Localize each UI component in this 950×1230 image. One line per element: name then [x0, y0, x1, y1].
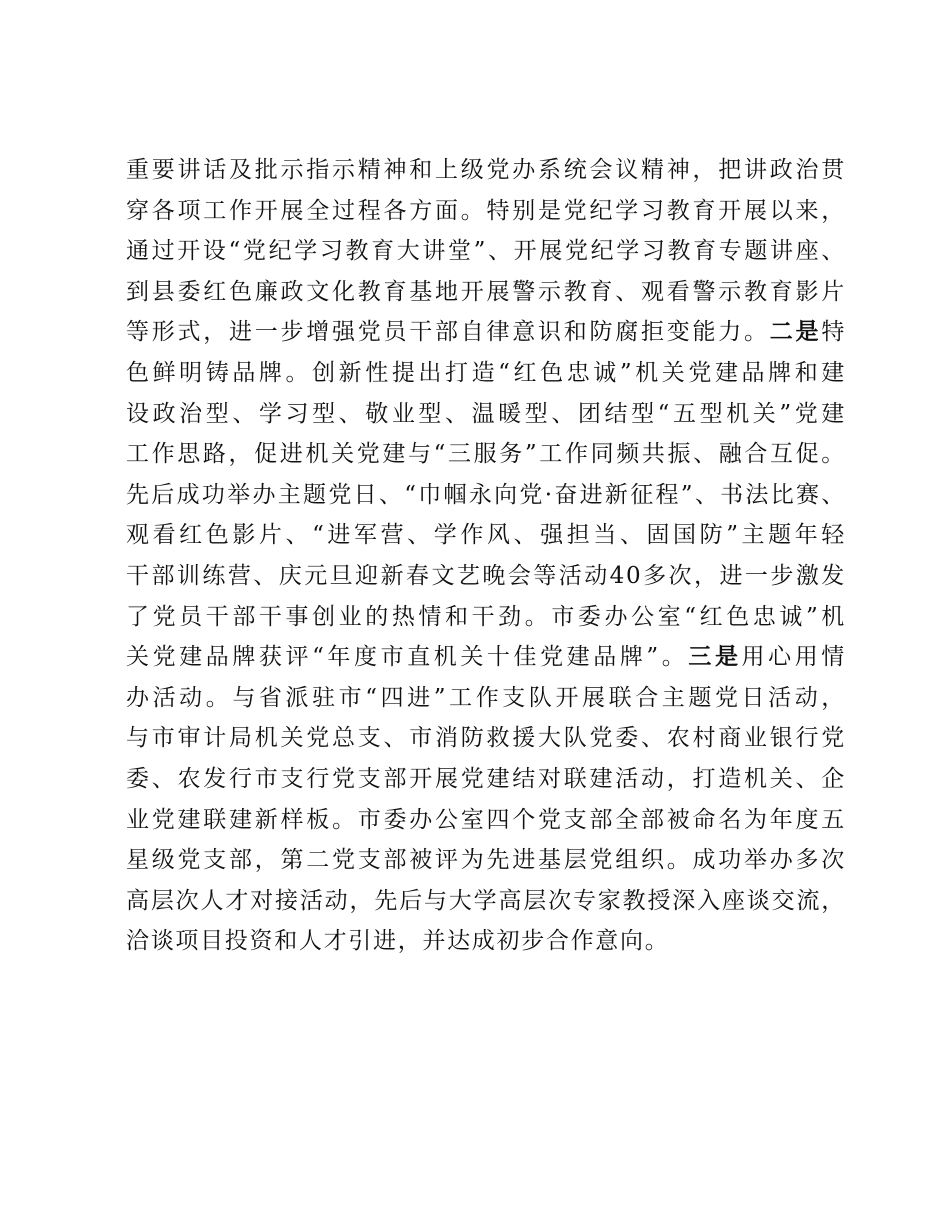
text-line-8: 工作思路，促进机关党建与“三服务”工作同频共振、融合互促。 — [126, 441, 846, 468]
text-line-12: 了党员干部干事创业的热情和干劲。市委办公室“红色忠诚”机 — [126, 603, 846, 630]
text-line-16: 委、农发行市支行党支部开展党建结对联建活动，打造机关、企 — [126, 765, 846, 792]
text-line-19: 高层次人才对接活动，先后与大学高层次专家教授深入座谈交流， — [126, 887, 846, 914]
text-line-6: 色鲜明铸品牌。创新性提出打造“红色忠诚”机关党建品牌和建 — [126, 359, 846, 386]
text-line-1: 重要讲话及批示指示精神和上级党办系统会议精神，把讲政治贯 — [126, 157, 846, 183]
text-line-5: 等形式，进一步增强党员干部自律意识和防腐拒变能力。二是特 — [126, 318, 847, 346]
text-line-9: 先后成功举办主题党日、“巾帼永向党·奋进新征程”、书法比赛、 — [126, 481, 846, 508]
text-line-3: 通过开设“党纪学习教育大讲堂”、开展党纪学习教育专题讲座、 — [126, 238, 846, 265]
text-line-18: 星级党支部，第二党支部被评为先进基层党组织。成功举办多次 — [126, 847, 846, 874]
text-line-20: 洽谈项目投资和人才引进，并达成初步合作意向。 — [126, 928, 670, 955]
text-line-7: 设政治型、学习型、敬业型、温暖型、团结型“五型机关”党建 — [126, 400, 846, 427]
text-line-14: 办活动。与省派驻市“四进”工作支队开展联合主题党日活动， — [126, 684, 846, 711]
body-paragraph — [126, 150, 846, 962]
text-line-15: 与市审计局机关党总支、市消防救援大队党委、农村商业银行党 — [126, 725, 846, 752]
text-line-17: 业党建联建新样板。市委办公室四个党支部全部被命名为年度五 — [126, 806, 846, 833]
text-line-4: 到县委红色廉政文化教育基地开展警示教育、观看警示教育影片 — [126, 278, 846, 305]
text-line-13: 关党建品牌获评“年度市直机关十佳党建品牌”。三是用心用情 — [126, 643, 846, 671]
text-line-2: 穿各项工作开展全过程各方面。特别是党纪学习教育开展以来， — [126, 197, 846, 224]
text-line-10: 观看红色影片、“进军营、学作风、强担当、固国防”主题年轻 — [126, 522, 846, 549]
enumeration-marker-two: 二是 — [769, 318, 822, 346]
text-line-11: 干部训练营、庆元旦迎新春文艺晚会等活动40多次，进一步激发 — [126, 562, 846, 589]
enumeration-marker-three: 三是 — [688, 643, 742, 671]
